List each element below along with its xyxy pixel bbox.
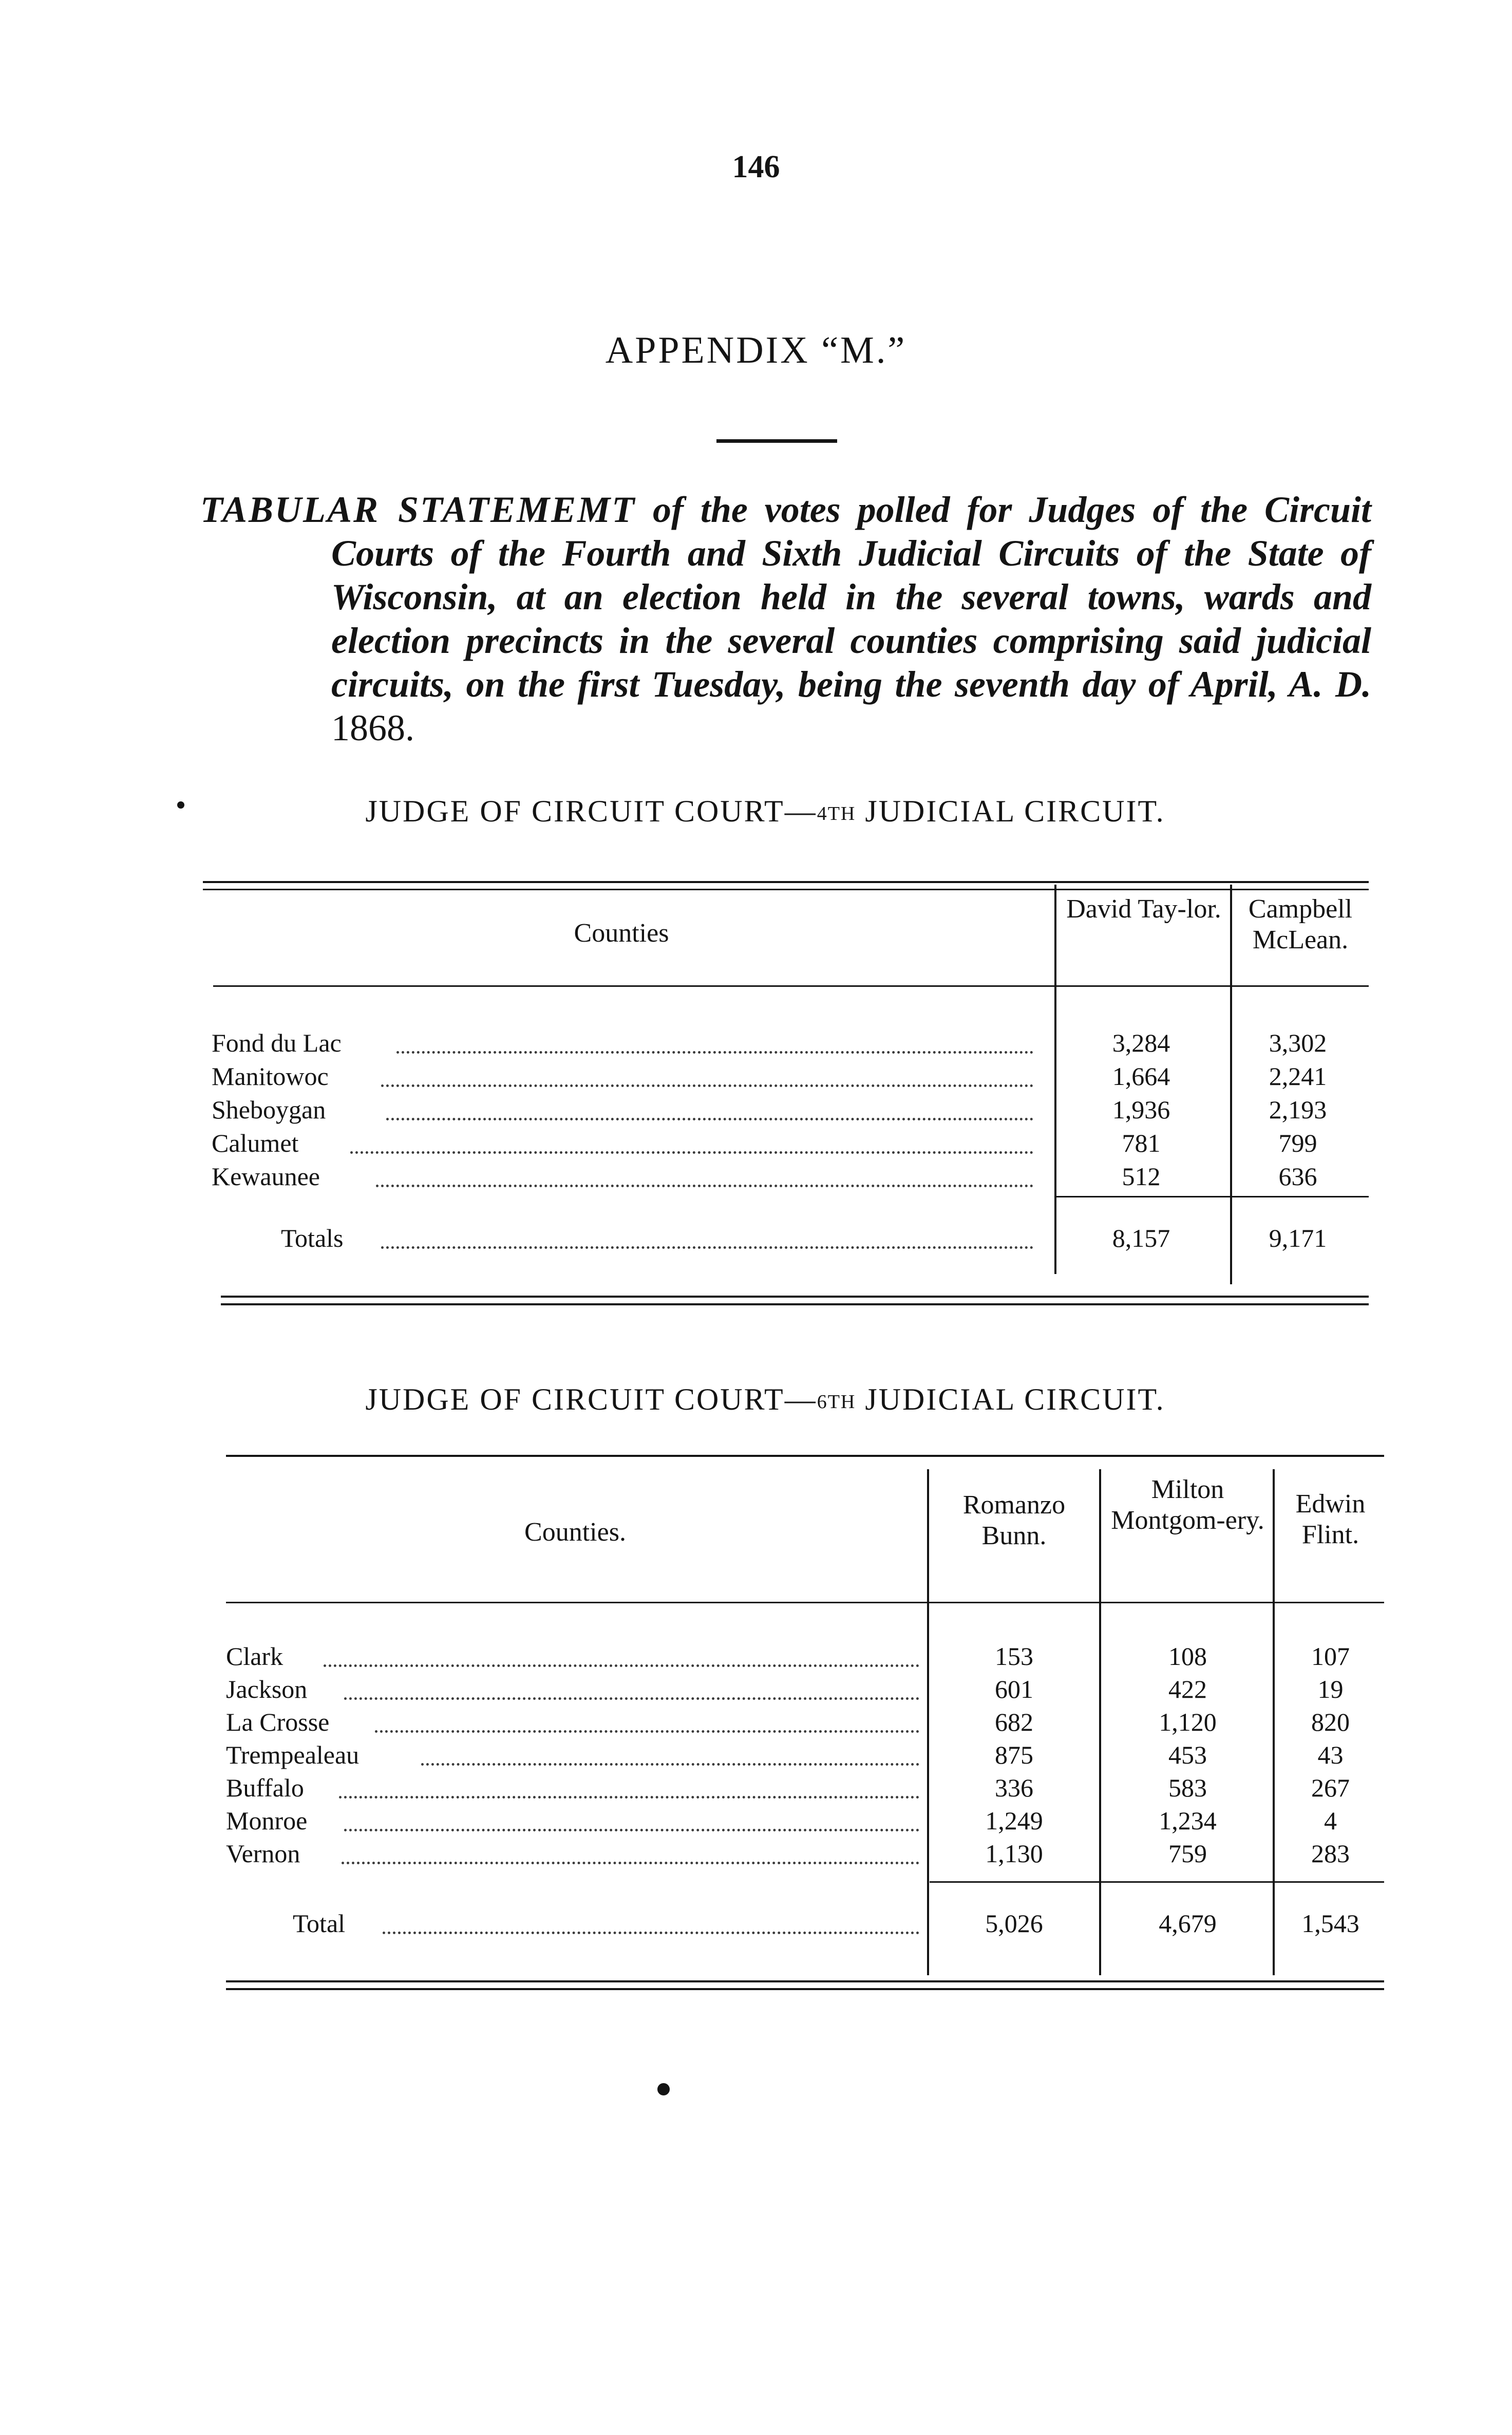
county-name: Vernon [226, 1839, 305, 1868]
t6-sum-rule [930, 1881, 1384, 1883]
county-name: Sheboygan [212, 1095, 331, 1124]
intro-lead: TABULAR STATEMEMT [200, 489, 636, 530]
t4-header-rule [213, 985, 1369, 987]
dot-leader [344, 1697, 919, 1700]
t6-vrule-1 [927, 1469, 929, 1975]
page-number: 146 [732, 149, 780, 184]
t4-top-rule-1 [203, 881, 1369, 883]
vote-count: 19 [1317, 1675, 1344, 1703]
intro-year: 1868. [331, 707, 414, 748]
vote-count: 108 [1168, 1642, 1207, 1671]
dot-leader [342, 1862, 919, 1864]
vote-count: 1,936 [1112, 1095, 1170, 1124]
t4-vrule-2 [1230, 885, 1232, 1284]
county-name: Clark [226, 1642, 288, 1671]
vote-count: 1,234 [1159, 1806, 1217, 1835]
vote-count: 583 [1168, 1773, 1207, 1802]
t4-vrule-1 [1054, 885, 1056, 1274]
sixth-circuit-heading [288, 1382, 1243, 1417]
county-name: Trempealeau [226, 1740, 364, 1769]
total-count: 8,157 [1112, 1224, 1170, 1252]
county-name: Manitowoc [212, 1062, 334, 1091]
vote-count: 422 [1168, 1675, 1207, 1703]
t6-bottom-rule-2 [226, 1988, 1384, 1990]
fourth-heading-ordinal: 4TH [817, 803, 856, 825]
vote-count: 759 [1168, 1839, 1207, 1868]
t6-header-rule [226, 1602, 1384, 1603]
dot-leader [376, 1185, 1033, 1187]
dot-leader [375, 1730, 919, 1733]
dot-leader [386, 1118, 1033, 1120]
sixth-heading-ordinal: 6TH [817, 1391, 856, 1413]
county-name: Kewaunee [212, 1162, 325, 1191]
vote-count: 153 [995, 1642, 1033, 1671]
t6-candidate-header-3: Edwin Flint. [1295, 1489, 1366, 1549]
totals-label: Totals [281, 1224, 348, 1252]
t4-bottom-rule-1 [221, 1296, 1369, 1298]
county-name: Calumet [212, 1129, 304, 1157]
county-name: Fond du Lac [212, 1028, 347, 1057]
dot-leader [381, 1246, 1033, 1249]
vote-count: 1,664 [1112, 1062, 1170, 1091]
sixth-heading-post: JUDICIAL CIRCUIT. [865, 1382, 1165, 1416]
county-name: Monroe [226, 1806, 312, 1835]
vote-count: 107 [1311, 1642, 1350, 1671]
print-mark-dot [177, 801, 184, 809]
t6-top-rule [226, 1455, 1384, 1457]
county-name: Jackson [226, 1675, 312, 1703]
intro-paragraph [200, 488, 1371, 750]
dot-leader [421, 1763, 919, 1766]
total-count: 1,543 [1301, 1909, 1359, 1938]
t4-top-rule-2 [203, 889, 1369, 890]
vote-count: 875 [995, 1740, 1033, 1769]
sixth-heading-pre: JUDGE OF CIRCUIT COURT— [365, 1382, 817, 1416]
vote-count: 1,249 [985, 1806, 1043, 1835]
title-rule [716, 439, 837, 443]
vote-count: 3,284 [1112, 1028, 1170, 1057]
vote-count: 2,193 [1269, 1095, 1327, 1124]
vote-count: 336 [995, 1773, 1033, 1802]
total-count: 9,171 [1269, 1224, 1327, 1252]
county-name: Buffalo [226, 1773, 309, 1802]
appendix-title: APPENDIX “M.” [605, 329, 907, 371]
vote-count: 682 [995, 1708, 1033, 1736]
vote-count: 781 [1122, 1129, 1161, 1157]
county-name: La Crosse [226, 1708, 334, 1736]
vote-count: 4 [1324, 1806, 1337, 1835]
totals-label: Total [293, 1909, 350, 1938]
fourth-heading-pre: JUDGE OF CIRCUIT COURT— [365, 794, 817, 828]
fourth-heading-post: JUDICIAL CIRCUIT. [865, 794, 1165, 828]
vote-count: 267 [1311, 1773, 1350, 1802]
total-count: 4,679 [1159, 1909, 1217, 1938]
intro-body: of the votes polled for Judges of the Circuit Courts of the Fourth and Sixth Judicial Circuits of the State of Wisconsin, at an election held in the several towns, wards and election precincts in the several counties comprising said judicial circuits, on the first Tuesday, being the seventh day of April, A. D. [331, 489, 1371, 705]
fourth-circuit-heading [288, 794, 1243, 829]
vote-count: 1,120 [1159, 1708, 1217, 1736]
t4-candidate-header-2: Campbell McLean. [1248, 894, 1353, 954]
vote-count: 512 [1122, 1162, 1161, 1191]
vote-count: 283 [1311, 1839, 1350, 1868]
t6-candidate-header-1: Romanzo Bunn. [962, 1490, 1066, 1550]
dot-leader [339, 1796, 919, 1799]
vote-count: 43 [1317, 1740, 1344, 1769]
vote-count: 453 [1168, 1740, 1207, 1769]
vote-count: 601 [995, 1675, 1033, 1703]
t6-counties-header: Counties. [524, 1518, 626, 1547]
dot-leader [396, 1051, 1033, 1054]
vote-count: 1,130 [985, 1839, 1043, 1868]
dot-leader [324, 1664, 919, 1667]
t4-sum-rule [1055, 1196, 1369, 1197]
t6-vrule-2 [1099, 1469, 1101, 1975]
vote-count: 636 [1278, 1162, 1317, 1191]
t4-candidate-header-1: David Tay-lor. [1066, 894, 1221, 924]
t6-bottom-rule-1 [226, 1980, 1384, 1982]
t6-candidate-header-2: Milton Montgom-ery. [1111, 1475, 1264, 1535]
total-count: 5,026 [985, 1909, 1043, 1938]
vote-count: 3,302 [1269, 1028, 1327, 1057]
vote-count: 799 [1278, 1129, 1317, 1157]
t6-vrule-3 [1273, 1469, 1275, 1975]
dot-leader [350, 1151, 1033, 1154]
t4-counties-header: Counties [574, 919, 669, 948]
dot-leader [381, 1084, 1033, 1087]
vote-count: 2,241 [1269, 1062, 1327, 1091]
dot-leader [344, 1829, 919, 1831]
dot-leader [383, 1932, 919, 1934]
vote-count: 820 [1311, 1708, 1350, 1736]
t4-bottom-rule-2 [221, 1303, 1369, 1305]
print-mark-dot [657, 2083, 670, 2095]
